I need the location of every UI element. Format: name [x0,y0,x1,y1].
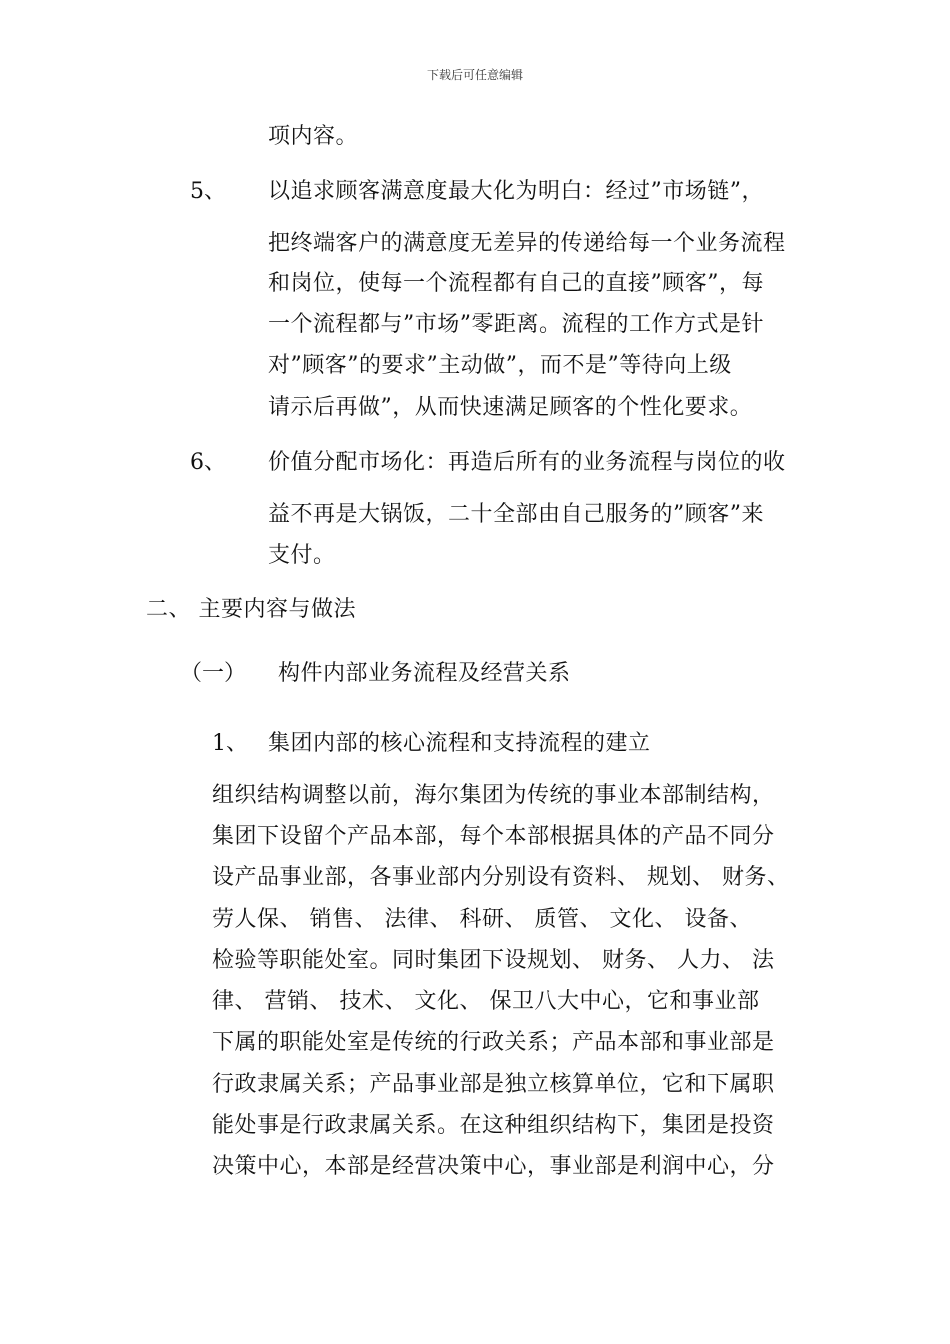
body-line: 决策中心，本部是经营决策中心，事业部是利润中心，分 [212,1154,775,1179]
item6-line: 支付。 [268,543,336,568]
body-line: 劳人保、 销售、 法律、 科研、 质管、 文化、 设备、 [212,907,752,932]
body-line: 行政隶属关系；产品事业部是独立核算单位，它和下属职 [212,1072,775,1097]
page-header: 下载后可任意编辑 [426,68,523,82]
section-heading: 二、 主要内容与做法 [146,597,356,622]
subsection-title: 构件内部业务流程及经营关系 [278,661,571,686]
point-number: 1、 [212,731,248,756]
item5-line: 对”顾客”的要求”主动做”，而不是”等待向上级 [268,353,732,378]
item5-line: 一个流程都与”市场”零距离。流程的工作方式是针 [268,312,764,337]
item5-line: 请示后再做”，从而快速满足顾客的个性化要求。 [268,395,753,420]
item6-number: 6、 [190,450,226,475]
body-line: 设产品事业部，各事业部内分别设有资料、 规划、 财务、 [212,865,790,890]
item5-line: 和岗位，使每一个流程都有自己的直接”顾客”，每 [268,271,764,296]
body-line: 律、 营销、 技术、 文化、 保卫八大中心，它和事业部 [212,989,760,1014]
item6-line: 价值分配市场化：再造后所有的业务流程与岗位的收 [268,450,786,475]
item5-number: 5、 [190,179,226,204]
item4-tail-text: 项内容。 [268,124,359,149]
subsection-number: （一） [180,661,247,686]
item5-line: 把终端客户的满意度无差异的传递给每一个业务流程 [268,231,786,256]
body-line: 组织结构调整以前，海尔集团为传统的事业本部制结构， [212,783,775,808]
body-line: 能处事是行政隶属关系。在这种组织结构下，集团是投资 [212,1113,775,1138]
point-title: 集团内部的核心流程和支持流程的建立 [268,731,651,756]
item6-line: 益不再是大锅饭，二十全部由自己服务的”顾客”来 [268,502,764,527]
body-line: 检验等职能处室。同时集团下设规划、 财务、 人力、 法 [212,948,775,973]
body-line: 下属的职能处室是传统的行政关系；产品本部和事业部是 [212,1030,775,1055]
body-line: 集团下设留个产品本部，每个本部根据具体的产品不同分 [212,824,775,849]
item5-line: 以追求顾客满意度最大化为明白：经过”市场链”， [268,179,764,204]
